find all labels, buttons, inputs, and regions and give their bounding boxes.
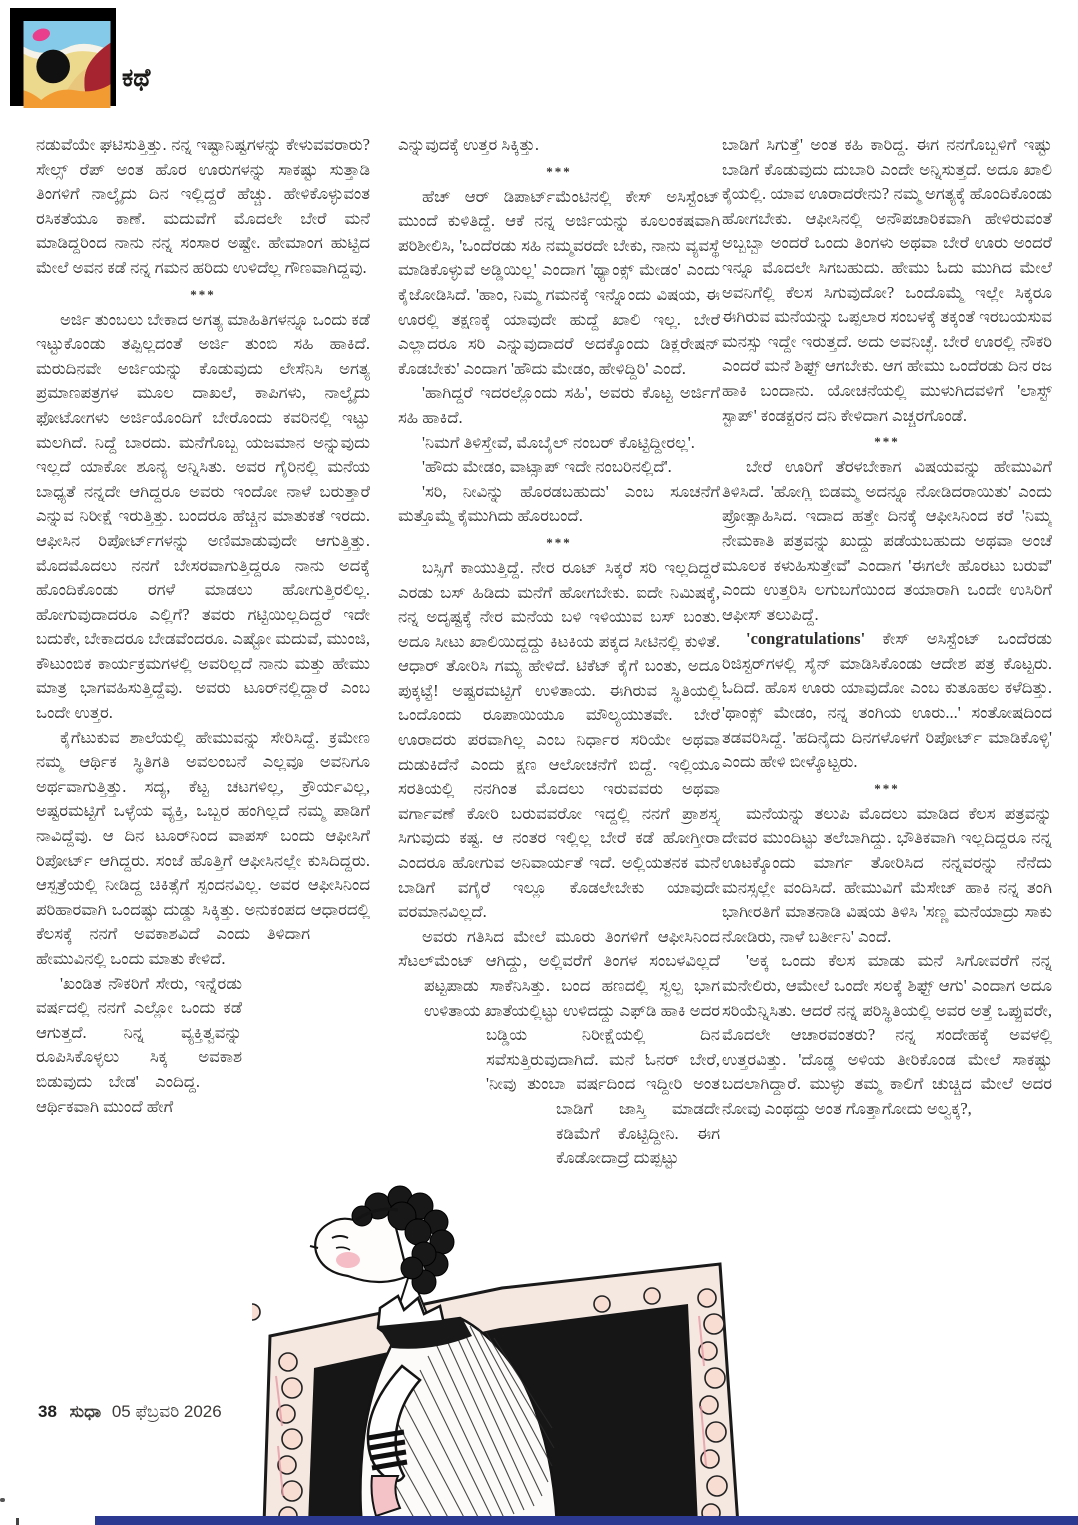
section-separator: *** [190, 286, 216, 302]
paragraph: 'ನಿಮಗೆ ತಿಳಿಸ್ತೇವೆ, ಮೊಬೈಲ್ ನಂಬರ್ ಕೊಟ್ಟಿದ್ದೀರಲ್ಲ'. [422, 432, 695, 452]
story-column-3 [722, 133, 1052, 1395]
paragraph [36, 726, 370, 972]
page-number: 38 [38, 1402, 57, 1421]
illustration-cutout [242, 974, 370, 1070]
paragraph: ಅರ್ಜಿ ತುಂಬಲು ಬೇಕಾದ ಅಗತ್ಯ ಮಾಹಿತಿಗಳನ್ನೂ ಒಂದು ಕಡೆ ಇಟ್ಟುಕೊಂಡು ತಪ್ಪಿಲ್ಲದಂತೆ ಅರ್ಜಿ ತುಂಬಿ ಸಹಿ ಹಾಕಿದೆ. ಮರುದಿನವೇ ಅರ್ಜಿಯನ್ನು ಕೊಡುವುದು ಲೇಸೆನಿಸಿ ಅಗತ್ಯ ಪ್ರಮಾಣಪತ್ರಗಳ ಮೂಲ ದಾಖಲೆ, ಕಾಪಿಗಳು, ನಾಲ್ಕೈದು ಫೋಟೋಗಳು ಅರ್ಜಿಯೊಂದಿಗೆ ಬೇರೊಂದು ಕವರಿನಲ್ಲಿ ಇಟ್ಟು ಮಲಗಿದೆ. ನಿದ್ದೆ ಬಾರದು. ಮನೆಗೊಬ್ಬ ಯಜಮಾನ ಅನ್ನುವುದು ಇಲ್ಲದೆ ಯಾಕೋ ಶೂನ್ಯ ಅನ್ನಿಸಿತು. ಅವರ ಗೈರಿನಲ್ಲಿ ಮನೆಯ ಬಾಧ್ಯತೆ ನನ್ನದೇ ಆಗಿದ್ದರೂ ಅವರು ಇಂದೋ ನಾಳೆ ಬರುತ್ತಾರೆ ಎನ್ನುವ ನಿರೀಕ್ಷೆ ಇರುತ್ತಿತ್ತು. ಬಂದರೂ ಹೆಚ್ಚಿನ ಮಾತುಕತೆ ಇರದು. ಆಫೀಸಿನ ರಿಪೋರ್ಟ್‌ಗಳನ್ನು ಅಣಿಮಾಡುವುದೇ ಆಗುತ್ತಿತ್ತು. ಮೊದಮೊದಲು ನನಗೆ ಬೇಸರವಾಗುತ್ತಿದ್ದರೂ ನಾನು ಅದಕ್ಕೆ ಹೊಂದಿಕೊಂಡು ರಗಳೆ ಮಾಡಲು ಹೋಗುತ್ತಿರಲಿಲ್ಲ. ಹೋಗುವುದಾದರೂ ಎಲ್ಲಿಗೆ? ತವರು ಗಟ್ಟಿಯಿಲ್ಲದಿದ್ದರೆ ಇದೇ ಬದುಕೇ, ಬೇಕಾದರೂ ಬೇಡವೆಂದರೂ. ಎಷ್ಟೋ ಮದುವೆ, ಮುಂಜಿ, ಕೌಟುಂಬಿಕ ಕಾರ್ಯಕ್ರಮಗಳಲ್ಲಿ ಅವರಿಲ್ಲದೆ ನಾನು ಮತ್ತು ಹೇಮು ಮಾತ್ರ ಭಾಗವಹಿಸುತ್ತಿದ್ದೆವು. ಅವರು ಟೂರ್‌ನಲ್ಲಿದ್ದಾರೆ ಎಂಬ ಒಂದೇ ಉತ್ತರ. [36, 309, 370, 723]
paragraph: 'ಅಕ್ಕ ಒಂದು ಕೆಲಸ ಮಾಡು ಮನೆ ಸಿಗೋವರೆಗೆ ನನ್ನ ಮನೇಲಿರು, ಆಮೇಲೆ ಒಂದೇ ಸಲಕ್ಕೆ ಶಿಫ್ಟ್ ಆಗು' ಎಂದಾಗ ಅದೂ ಸರಿಯೆನ್ನಿಸಿತು. ಆದರೆ ನನ್ನ ಪರಿಸ್ಥಿತಿಯಲ್ಲಿ ಅವರ ಅತ್ತೆ ಒಪ್ಪುವರೇ, ಮೊದಲೇ ಆಚಾರವಂತರು? ನನ್ನ ಸಂದೇಹಕ್ಕೆ ಅವಳಲ್ಲಿ ಉತ್ತರವಿತ್ತು. 'ದೊಡ್ಡ ಅಳಿಯ ತೀರಿಕೊಂಡ ಮೇಲೆ ಸಾಕಷ್ಟು ಬದಲಾಗಿದ್ದಾರೆ. ಮುಳ್ಳು ತಮ್ಮ ಕಾಲಿಗೆ ಚುಚ್ಚಿದ ಮೇಲೆ ಅದರ ನೋವು ಎಂಥದ್ದು ಅಂತ ಗೊತ್ತಾಗೋದು ಅಲ್ವಕ್ಕ?, [722, 951, 1052, 1118]
paragraph-text: ಎಂದು ತಿಳಿದಾಗ ಹೇಮುವಿನಲ್ಲಿ ಒಂದು ಮಾತು ಕೇಳಿದೆ. [36, 924, 310, 968]
section-label: ಕಥೆ [122, 64, 151, 92]
section-separator: *** [874, 780, 900, 796]
section-separator: *** [546, 534, 572, 550]
illustration-cutout [398, 1026, 486, 1102]
paragraph-text: ಕೈಗೆಟುಕುವ ಶಾಲೆಯಲ್ಲಿ ಹೇಮುವನ್ನು ಸೇರಿಸಿದ್ದೆ. ಕ್ರಮೇಣ ನಮ್ಮ ಆರ್ಥಿಕ ಸ್ಥಿತಿಗತಿ ಅವಲಂಬನೆ ಎಲ್ಲವೂ ಅವನಿಗೂ ಅರ್ಥವಾಗುತ್ತಿತ್ತು. ಸದ್ಯ, ಕೆಟ್ಟ ಚಟಗಳಿಲ್ಲ, ಕ್ರೌರ್ಯವಿಲ್ಲ, ಅಷ್ಟರಮಟ್ಟಿಗೆ ಒಳ್ಳೆಯ ವ್ಯಕ್ತಿ, ಒಬ್ಬರ ಹಂಗಿಲ್ಲದೆ ನಮ್ಮ ಪಾಡಿಗೆ ನಾವಿದ್ದೆವು. ಆ ದಿನ ಟೂರ್‌ನಿಂದ ವಾಪಸ್ ಬಂದು ಆಫೀಸಿಗೆ ರಿಪೋರ್ಟ್ ಆಗಿದ್ದರು. ಸಂಜೆ ಹೊತ್ತಿಗೆ ಆಫೀಸಿನಲ್ಲೇ ಕುಸಿದಿದ್ದರು. ಆಸ್ಪತ್ರೆಯಲ್ಲಿ ನೀಡಿದ್ದ ಚಿಕಿತ್ಸೆಗೆ ಸ್ಪಂದನವಿಲ್ಲ. ಅವರ ಆಫೀಸಿನಿಂದ ಪರಿಹಾರವಾಗಿ ಒಂದಷ್ಟು ದುಡ್ಡು ಸಿಕ್ಕಿತ್ತು. ಅನುಕಂಪದ ಆಧಾರದಲ್ಲಿ ಕೆಲಸಕ್ಕೆ ನನಗೆ ಅವಕಾಶವಿದೆ [36, 727, 370, 944]
section-separator: *** [546, 163, 572, 179]
paragraph: ಬಸ್ಸಿಗೆ ಕಾಯುತ್ತಿದ್ದೆ. ನೇರ ರೂಟ್ ಸಿಕ್ಕರೆ ಸರಿ ಇಲ್ಲದಿದ್ದರೆ ಎರಡು ಬಸ್ ಹಿಡಿದು ಮನೆಗೆ ಹೋಗಬೇಕು. ಐದೇ ನಿಮಿಷಕ್ಕೆ, ನನ್ನ ಅದೃಷ್ಟಕ್ಕೆ ನೇರ ಮನೆಯ ಬಳಿ ಇಳಿಯುವ ಬಸ್ ಬಂತು. ಅದೂ ಸೀಟು ಖಾಲಿಯಿದ್ದದ್ದು ಕಿಟಕಿಯ ಪಕ್ಕದ ಸೀಟಿನಲ್ಲಿ ಕುಳಿತೆ. ಆಧಾರ್ ತೋರಿಸಿ ಗಮ್ಯ ಹೇಳಿದೆ. ಟಿಕೆಟ್ ಕೈಗೆ ಬಂತು, ಅದೂ ಪುಕ್ಕಟ್ಟೆ! ಅಷ್ಟರಮಟ್ಟಿಗೆ ಉಳಿತಾಯ. ಈಗಿರುವ ಸ್ಥಿತಿಯಲ್ಲಿ ಒಂದೊಂದು ರೂಪಾಯಿಯೂ ಮೌಲ್ಯಯುತವೇ. ಬೇರೆ ಊರಾದರು ಪರವಾಗಿಲ್ಲ ಎಂಬ ನಿರ್ಧಾರ ಸರಿಯೇ ಅಥವಾ ದುಡುಕಿದೆನೆ ಎಂದು ಕ್ಷಣ ಆಲೋಚನೆಗೆ ಬಿದ್ದೆ. ಇಲ್ಲಿಯೂ ಸರತಿಯಲ್ಲಿ ನನಗಿಂತ ಮೊದಲು ಇರುವವರು ಅಥವಾ ವರ್ಗಾವಣೆ ಕೋರಿ ಬರುವವರೋ ಇದ್ದಲ್ಲಿ ನನಗೆ ಪ್ರಾಶಸ್ತ್ಯ ಸಿಗುವುದು ಕಷ್ಟ. ಆ ನಂತರ ಇಲ್ಲಿಲ್ಲ ಬೇರೆ ಕಡೆ ಹೋಗ್ತೀರಾ ಎಂದರೂ ಹೋಗುವ ಅನಿವಾರ್ಯತೆ ಇದೆ. ಅಲ್ಲಿಯತನಕ ಮನೆ ಬಾಡಿಗೆ ವಗೈರೆ ಇಲ್ಲೂ ಕೊಡಲೇಬೇಕು ಯಾವುದೇ ವರಮಾನವಿಲ್ಲದೆ. [398, 557, 720, 922]
issue-date: 05 ಫೆಬ್ರವರಿ 2026 [111, 1402, 222, 1421]
paragraph: ಎನ್ನುವುದಕ್ಕೆ ಉತ್ತರ ಸಿಕ್ಕಿತ್ತು. [398, 135, 539, 154]
paragraph [722, 627, 1052, 775]
print-speck [0, 1498, 5, 1502]
paragraph-lead-word: 'congratulations' [746, 629, 866, 649]
illustration-cutout [310, 922, 370, 974]
print-speck [16, 1518, 19, 1525]
illustration-cutout [398, 974, 424, 1026]
paragraph [398, 925, 720, 1171]
magazine-name: ಸುಧಾ [69, 1402, 102, 1421]
paragraph: 'ಸರಿ, ನೀವಿನ್ನು ಹೊರಡಬಹುದು' ಎಂಬ ಸೂಚನೆಗೆ ಮತ್ತೊಮ್ಮೆ ಕೈಮುಗಿದು ಹೊರಬಂದೆ. [398, 481, 720, 526]
paragraph-text: ಅವರು ಗತಿಸಿದ ಮೇಲೆ ಮೂರು ತಿಂಗಳಿಗೆ ಆಫೀಸಿನಿಂದ ಸೆಟಲ್‌ಮೆಂಟ್ ಆಗಿದ್ದು, ಅಲ್ಲಿವರೆಗೆ ತಿಂಗಳ ಸಂಬಳವಿಲ್ಲದೆ ಪಟ್ಟಪಾಡು ಸಾಕೆನಿಸಿತ್ತು. [398, 926, 720, 995]
paragraph: 'ಖಂಡಿತ ನೌಕರಿಗೆ ಸೇರು, ಇನ್ನೆರಡು ವರ್ಷದಲ್ಲಿ ನನಗೆ ಎಲ್ಲೋ ಒಂದು ಕಡೆ ಆಗುತ್ತದೆ. ನಿನ್ನ ವ್ಯಕ್ತಿತ್ವವನ್ನು ರೂಪಿಸಿಕೊಳ್ಳಲು ಸಿಕ್ಕ ಅವಕಾಶ ಬಿಡುವುದು ಬೇಡ' ಎಂದಿದ್ದ. ಆರ್ಥಿಕವಾಗಿ ಮುಂದೆ ಹೇಗೆ [36, 973, 242, 1116]
bottom-blue-bar [95, 1516, 1078, 1525]
footer [38, 1402, 222, 1422]
story-illustration-woman-with-frame [252, 1176, 742, 1525]
paragraph: 'ಹೌದು ಮೇಡಂ, ವಾಟ್ಸಾಪ್ ಇದೇ ನಂಬರಿನಲ್ಲಿದೆ'. [422, 457, 672, 477]
paragraph: 'ಹಾಗಿದ್ದರೆ ಇದರಲ್ಲೊಂದು ಸಹಿ', ಅವರು ಕೊಟ್ಟ ಅರ್ಜಿಗೆ ಸಹಿ ಹಾಕಿದೆ. [398, 383, 720, 427]
paragraph: ಬಾಡಿಗೆ ಸಿಗುತ್ತೆ' ಅಂತ ಕಹಿ ಕಾರಿದ್ದ. ಈಗ ನನಗೊಬ್ಬಳಿಗೆ ಇಷ್ಟು ಬಾಡಿಗೆ ಕೊಡುವುದು ದುಬಾರಿ ಎಂದೇ ಅನ್ನಿಸುತ್ತದೆ. ಅದೂ ಖಾಲಿ ಕೈಯಲ್ಲಿ. ಯಾವ ಊರಾದರೇನು? ನಮ್ಮ ಅಗತ್ಯಕ್ಕೆ ಹೊಂದಿಕೊಂಡು ಹೋಗಬೇಕು. ಆಫೀಸಿನಲ್ಲಿ ಅನೌಪಚಾರಿಕವಾಗಿ ಹೇಳಿರುವಂತೆ ಅಬ್ಬಬ್ಬಾ ಅಂದರೆ ಒಂದು ತಿಂಗಳು ಅಥವಾ ಬೇರೆ ಊರು ಅಂದರೆ ಇನ್ನೂ ಮೊದಲೇ ಸಿಗಬಹುದು. ಹೇಮು ಓದು ಮುಗಿದ ಮೇಲೆ ಅವನಿಗೆಲ್ಲಿ ಕೆಲಸ ಸಿಗುವುದೋ? ಒಂದೊಮ್ಮೆ ಇಲ್ಲೇ ಸಿಕ್ಕರೂ ಈಗಿರುವ ಮನೆಯನ್ನು ಒಪ್ಪಲಾರ ಸಂಬಳಕ್ಕೆ ತಕ್ಕಂತೆ ಇರಬಯಸುವ ಮನಸ್ಸು ಇದ್ದೇ ಇರುತ್ತದೆ. ಅದು ಅವನಿಚ್ಛೆ. ಬೇರೆ ಊರಲ್ಲಿ ನೌಕರಿ ಎಂದರೆ ಮನೆ ಶಿಫ್ಟ್ ಆಗಬೇಕು. ಆಗ ಹೇಮು ಒಂದೆರಡು ದಿನ ರಜ ಹಾಕಿ ಬಂದಾನು. ಯೋಚನೆಯಲ್ಲಿ ಮುಳುಗಿದವಳಿಗೆ 'ಲಾಸ್ಟ್ ಸ್ಟಾಪ್' ಕಂಡಕ್ಟರನ ದನಿ ಕೇಳಿದಾಗ ಎಚ್ಚರಗೊಂಡೆ. [722, 135, 1052, 425]
paragraph: ಮನೆಯನ್ನು ತಲುಪಿ ಮೊದಲು ಮಾಡಿದ ಕೆಲಸ ಪತ್ರವನ್ನು ದೇವರ ಮುಂದಿಟ್ಟು ತಲೆಬಾಗಿದ್ದು. ಭೌತಿಕವಾಗಿ ಇಲ್ಲದಿದ್ದರೂ ನನ್ನ ಊಟಕ್ಕೊಂದು ಮಾರ್ಗ ತೋರಿಸಿದ ನನ್ನವರನ್ನು ನೆನೆದು ಮನಸ್ಸಲ್ಲೇ ವಂದಿಸಿದೆ. ಹೇಮುವಿಗೆ ಮೆಸೇಜ್ ಹಾಕಿ ನನ್ನ ತಂಗಿ ಭಾಗೀರತಿಗೆ ಮಾತನಾಡಿ ವಿಷಯ ತಿಳಿಸಿ 'ಸಣ್ಣ ಮನೆಯಾದ್ರು ಸಾಕು ನೋಡಿರು, ನಾಳೆ ಬರ್ತೀನಿ' ಎಂದೆ. [722, 803, 1052, 946]
paragraph: ಹೆಚ್ ಆರ್ ಡಿಪಾರ್ಟ್‌ಮೆಂಟಿನಲ್ಲಿ ಕೇಸ್ ಅಸಿಸ್ಟೆಂಟ್ ಮುಂದೆ ಕುಳಿತಿದ್ದೆ. ಆಕೆ ನನ್ನ ಅರ್ಜಿಯನ್ನು ಕೂಲಂಕಷವಾಗಿ ಪರಿಶೀಲಿಸಿ, 'ಒಂದೆರಡು ಸಹಿ ನಮ್ಮವರದೇ ಬೇಕು, ನಾನು ವ್ಯವಸ್ಥೆ ಮಾಡಿಕೊಳ್ಳುವೆ ಅಡ್ಡಿಯಿಲ್ಲ' ಎಂದಾಗ 'ಥ್ಯಾಂಕ್ಸ್ ಮೇಡಂ' ಎಂದು ಕೈಜೋಡಿಸಿದೆ. 'ಹಾಂ, ನಿಮ್ಮ ಗಮನಕ್ಕೆ ಇನ್ನೊಂದು ವಿಷಯ, ಈ ಊರಲ್ಲಿ ತಕ್ಷಣಕ್ಕೆ ಯಾವುದೇ ಹುದ್ದೆ ಖಾಲಿ ಇಲ್ಲ. ಬೇರೆ ಎಲ್ಲಾದರೂ ಸರಿ ಎನ್ನುವುದಾದರೆ ಅದಕ್ಕೊಂದು ಡಿಕ್ಲರೇಷನ್ ಕೊಡಬೇಕು' ಎಂದಾಗ 'ಹೌದು ಮೇಡಂ, ಹೇಳಿದ್ದಿರಿ' ಎಂದೆ. [398, 186, 720, 378]
paragraph: ನಡುವೆಯೇ ಘಟಿಸುತ್ತಿತ್ತು. ನನ್ನ ಇಷ್ಟಾನಿಷ್ಟಗಳನ್ನು ಕೇಳುವವರಾರು? ಸೇಲ್ಸ್ ರೆಪ್ ಅಂತ ಹೊರ ಊರುಗಳನ್ನು ಸಾಕಷ್ಟು ಸುತ್ತಾಡಿ ತಿಂಗಳಿಗೆ ನಾಲ್ಕೈದು ದಿನ ಇಲ್ಲಿದ್ದರೆ ಹೆಚ್ಚು. ಹೇಳಿಕೊಳ್ಳುವಂತ ರಸಿಕತೆಯೂ ಕಾಣೆ. ಮದುವೆಗೆ ಮೊದಲೇ ಬೇರೆ ಮನೆ ಮಾಡಿದ್ದರಿಂದ ನಾನು ನನ್ನ ಸಂಸಾರ ಅಷ್ಟೇ. ಹೇಮಾಂಗ ಹುಟ್ಟಿದ ಮೇಲೆ ಅವನ ಕಡೆ ನನ್ನ ಗಮನ ಹರಿದು ಉಳಿದೆಲ್ಲ ಗೌಣವಾಗಿದ್ದವು. [36, 135, 370, 277]
paragraph-text: ಕೇಸ್ ಅಸಿಸ್ಟೆಂಟ್ ಒಂದೆರಡು ರಿಜಿಸ್ಟರ್‌ಗಳಲ್ಲಿ ಸೈನ್ ಮಾಡಿಸಿಕೊಂಡು ಆದೇಶ ಪತ್ರ ಕೊಟ್ಟರು. ಓದಿದೆ. ಹೊಸ ಊರು ಯಾವುದೋ ಎಂಬ ಕುತೂಹಲ ಕಳೆದಿತ್ತು. 'ಥಾಂಕ್ಸ್ ಮೇಡಂ, ನನ್ನ ತಂಗಿಯ ಊರು...' ಸಂತೋಷದಿಂದ ತಡವರಿಸಿದ್ದೆ. 'ಹದಿನೈದು ದಿನಗಳೊಳಗೆ ರಿಪೋರ್ಟ್ ಮಾಡಿಕೊಳ್ಳಿ' ಎಂದು ಹೇಳಿ ಬೀಳ್ಕೊಟ್ಟರು. [722, 629, 1052, 772]
paragraph-text: ಬಂದ ಹಣದಲ್ಲಿ ಸ್ವಲ್ಪ ಭಾಗ ಉಳಿತಾಯ ಖಾತೆಯಲ್ಲಿಟ್ಟು ಉಳಿದದ್ದು ಎಫ್‌ಡಿ ಹಾಕಿ ಅದರ ಬಡ್ಡಿಯ ನಿರೀಕ್ಷೆಯಲ್ಲಿ ದಿನ ಸವೆಸುತ್ತಿರುವುದಾಗಿದೆ. ಮನೆ ಓನರ್ ಬೇರೆ, 'ನೀವು ತುಂಬಾ ವರ್ಷದಿಂದ ಇದ್ದೀರಿ ಅಂತ ಬಾಡಿಗೆ ಜಾಸ್ತಿ ಮಾಡದೇ ಕಡಿಮೆಗೆ ಕೊಟ್ಟಿದ್ದೀನಿ. ಈಗ ಕೊಡೋದಾದ್ರೆ ದುಪ್ಪಟ್ಟು [424, 976, 720, 1168]
section-separator: *** [874, 434, 900, 450]
magazine-art-logo-icon [23, 21, 111, 108]
paragraph: ಬೇರೆ ಊರಿಗೆ ತೆರಳಬೇಕಾಗ ವಿಷಯವನ್ನು ಹೇಮುವಿಗೆ ತಿಳಿಸಿದೆ. 'ಹೋಗ್ಲಿ ಬಿಡಮ್ಮ ಅದನ್ನೂ ನೋಡಿದರಾಯಿತು' ಎಂದು ಪ್ರೋತ್ಸಾಹಿಸಿದ. ಇದಾದ ಹತ್ತೇ ದಿನಕ್ಕೆ ಆಫೀಸಿನಿಂದ ಕರೆ 'ನಿಮ್ಮ ನೇಮಕಾತಿ ಪತ್ರವನ್ನು ಖುದ್ದು ಪಡೆಯಬಹುದು ಅಥವಾ ಅಂಚೆ ಮೂಲಕ ಕಳುಹಿಸುತ್ತೇವೆ' ಎಂದಾಗ 'ಈಗಲೇ ಹೊರಟು ಬರುವೆ' ಎಂದು ಉತ್ತರಿಸಿ ಲಗುಬಗೆಯಿಂದ ತಯಾರಾಗಿ ಒಂದೇ ಉಸಿರಿಗೆ ಆಫೀಸ್ ತಲುಪಿದ್ದೆ. [722, 457, 1052, 624]
